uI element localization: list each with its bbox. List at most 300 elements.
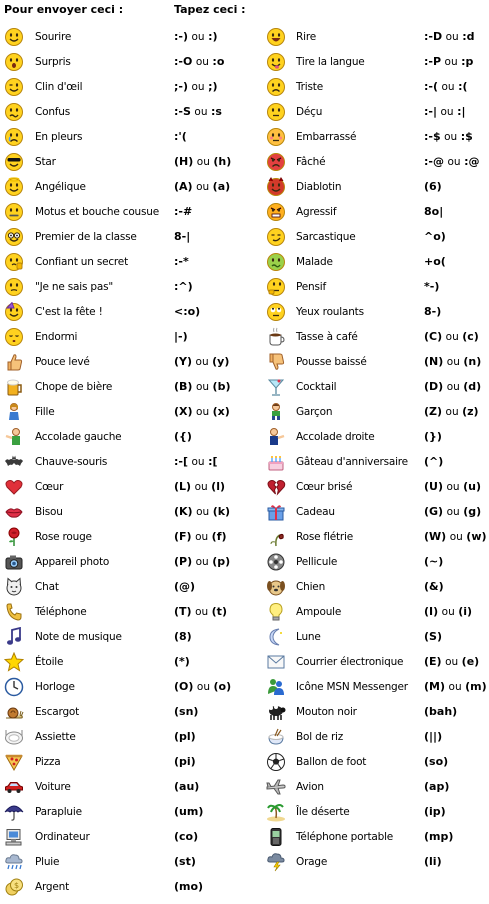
emoticon-shortcut [174, 305, 200, 318]
emoticon-shortcut [174, 30, 218, 43]
birthday-cake-icon [266, 452, 286, 472]
emoticon-shortcut [424, 605, 472, 618]
emoticon-shortcut [424, 630, 442, 643]
or-separator: ou [196, 681, 210, 693]
angel-icon [4, 177, 24, 197]
shortcut-code: (M) [424, 680, 446, 693]
rain-cloud-icon [4, 852, 24, 872]
telephone-icon [4, 602, 24, 622]
emoticon-row [0, 300, 489, 325]
left-hug-icon [4, 427, 24, 447]
emoticon-name: Pizza [35, 756, 61, 768]
emoticon-entry-sourire [0, 25, 244, 50]
shortcut-code: :| [457, 105, 466, 118]
emoticon-shortcut [174, 130, 187, 143]
emoticon-name: Téléphone portable [296, 831, 394, 843]
emoticon-row [0, 50, 489, 75]
secret-icon [4, 252, 24, 272]
shortcut-code: :-$ [424, 130, 441, 143]
emoticon-name: Triste [296, 81, 323, 93]
shortcut-code: (pi) [174, 755, 196, 768]
emoticon-shortcut [424, 130, 473, 143]
emoticon-row [0, 350, 489, 375]
emoticon-shortcut [424, 755, 448, 768]
emoticon-row [0, 275, 489, 300]
emoticon-name: Pouce levé [35, 356, 90, 368]
shortcut-code: :[ [208, 455, 218, 468]
shortcut-code: :d [462, 30, 475, 43]
emoticon-entry-chope-de-biere [0, 375, 244, 400]
umbrella-icon [4, 802, 24, 822]
emoticon-entry-premier-de-la-classe [0, 225, 244, 250]
emoticon-shortcut [174, 880, 203, 893]
shortcut-code: :-[ [174, 455, 188, 468]
emoticon-shortcut [174, 805, 203, 818]
emoticon-shortcut [174, 780, 199, 793]
emoticon-entry-c-est-la-fete [0, 300, 244, 325]
emoticon-entry-icone-msn-messenger [263, 675, 489, 700]
or-separator: ou [191, 456, 205, 468]
shortcut-code: (x) [212, 405, 230, 418]
emoticon-row [0, 550, 489, 575]
shortcut-code: (a) [212, 180, 231, 193]
laugh-icon [266, 27, 286, 47]
shortcut-code: (*) [174, 655, 190, 668]
emoticon-row [0, 850, 489, 875]
emoticon-shortcut [424, 30, 474, 43]
emoticon-row [0, 800, 489, 825]
emoticon-shortcut [174, 480, 225, 493]
emoticon-row [0, 775, 489, 800]
computer-icon [4, 827, 24, 847]
emoticon-entry-avion [263, 775, 489, 800]
emoticon-shortcut [174, 280, 193, 293]
emoticon-shortcut [424, 305, 441, 318]
emoticon-name: Chope de bière [35, 381, 113, 393]
emoticon-entry-pellicule [263, 550, 489, 575]
or-separator: ou [196, 181, 210, 193]
emoticon-entry-yeux-roulants [263, 300, 489, 325]
emoticon-entry-embarrasse [263, 125, 489, 150]
shortcut-code: :s [210, 105, 222, 118]
emoticon-row [0, 500, 489, 525]
emoticon-shortcut [424, 230, 446, 243]
or-separator: ou [446, 356, 460, 368]
shortcut-code: 8o| [424, 205, 444, 218]
emoticon-shortcut [424, 705, 457, 718]
shortcut-code: 8-| [174, 230, 191, 243]
shortcut-code: 8-) [424, 305, 442, 318]
clock-icon [4, 677, 24, 697]
emoticon-shortcut [174, 380, 230, 393]
shortcut-code: (pl) [174, 730, 196, 743]
shortcut-code: (U) [424, 480, 443, 493]
shortcut-code: (O) [174, 680, 194, 693]
or-separator: ou [194, 106, 208, 118]
shortcut-code: (co) [174, 830, 199, 843]
shortcut-code: ;-) [174, 80, 188, 93]
emoticon-shortcut [174, 255, 189, 268]
shortcut-code: (G) [424, 505, 444, 518]
emoticon-name: Surpris [35, 56, 71, 68]
dog-icon [266, 577, 286, 597]
shortcut-code: (m) [465, 680, 487, 693]
emoticon-entry-cadeau [263, 500, 489, 525]
cocktail-icon [266, 377, 286, 397]
or-separator: ou [195, 356, 209, 368]
emoticon-name: Rose rouge [35, 531, 92, 543]
emoticon-name: Cœur [35, 481, 64, 493]
emoticon-shortcut [174, 705, 198, 718]
or-separator: ou [444, 131, 458, 143]
emoticon-row [0, 250, 489, 275]
shortcut-code: (f) [211, 530, 227, 543]
or-separator: ou [196, 156, 210, 168]
emoticon-name: Pellicule [296, 556, 338, 568]
emoticon-shortcut [424, 430, 442, 443]
airplane-icon [266, 777, 286, 797]
shortcut-code: (N) [424, 355, 444, 368]
emoticon-name: Star [35, 156, 56, 168]
emoticon-entry-confiant-un-secret [0, 250, 244, 275]
heart-icon [4, 477, 24, 497]
shortcut-code: (Z) [424, 405, 443, 418]
emoticon-shortcut [424, 80, 468, 93]
emoticon-shortcut [424, 155, 479, 168]
emoticon-name: Île déserte [296, 806, 350, 818]
emoticon-name: Chat [35, 581, 59, 593]
emoticon-entry-gateau-d-anniversaire [263, 450, 489, 475]
thumbs-up-icon [4, 352, 24, 372]
girl-icon [4, 402, 24, 422]
emoticon-name: Clin d'œil [35, 81, 83, 93]
shortcut-code: (||) [424, 730, 443, 743]
or-separator: ou [194, 481, 208, 493]
emoticon-name: En pleurs [35, 131, 83, 143]
aggressive-icon [266, 202, 286, 222]
wink-icon [4, 77, 24, 97]
emoticon-row [0, 725, 489, 750]
shortcut-code: (li) [424, 855, 442, 868]
emoticon-row [0, 225, 489, 250]
emoticon-name: Ordinateur [35, 831, 90, 843]
emoticon-name: Cocktail [296, 381, 337, 393]
shortcut-code: (A) [174, 180, 193, 193]
emoticon-entry-escargot [0, 700, 244, 725]
or-separator: ou [195, 56, 209, 68]
emoticon-name: Bol de riz [296, 731, 344, 743]
shortcut-code: (~) [424, 555, 444, 568]
shortcut-code: (t) [211, 605, 227, 618]
emoticon-row [0, 525, 489, 550]
or-separator: ou [195, 381, 210, 393]
thinking-icon [266, 277, 286, 297]
emoticon-shortcut [424, 205, 443, 218]
emoticon-entry-tasse-a-cafe [263, 325, 489, 350]
emoticon-name: Assiette [35, 731, 76, 743]
emoticon-shortcut [174, 105, 222, 118]
shortcut-code: :-@ [424, 155, 444, 168]
shortcut-code: (st) [174, 855, 196, 868]
emoticon-entry-telephone [0, 600, 244, 625]
shortcut-code: (I) [424, 605, 439, 618]
shortcut-code: ;) [208, 80, 218, 93]
emoticon-shortcut [174, 755, 196, 768]
emoticon-entry-coeur [0, 475, 244, 500]
emoticon-name: Diablotin [296, 181, 342, 193]
emoticon-entry-assiette [0, 725, 244, 750]
emoticon-shortcut [424, 830, 453, 843]
shortcut-code: :-| [424, 105, 437, 118]
emoticon-name: Confus [35, 106, 71, 118]
emoticon-entry-note-de-musique [0, 625, 244, 650]
emoticon-entry-pizza [0, 750, 244, 775]
emoticon-shortcut [174, 230, 190, 243]
dont-know-icon [4, 277, 24, 297]
red-rose-icon [4, 527, 24, 547]
shortcut-code: (g) [463, 505, 482, 518]
emoticon-shortcut [174, 180, 230, 193]
shortcut-code: (@) [174, 580, 196, 593]
emoticon-shortcut [424, 480, 481, 493]
shortcut-code: |-) [174, 330, 188, 343]
shortcut-code: (p) [212, 555, 231, 568]
shortcut-code: (F) [174, 530, 192, 543]
shortcut-code: (d) [463, 380, 482, 393]
emoticon-entry-accolade-droite [263, 425, 489, 450]
emoticon-shortcut [424, 455, 443, 468]
shortcut-code: (h) [213, 155, 232, 168]
emoticon-entry-je-ne-sais-pas [0, 275, 244, 300]
emoticon-shortcut [174, 530, 227, 543]
emoticon-entry-chat [0, 575, 244, 600]
or-separator: ou [447, 156, 461, 168]
pizza-icon [4, 752, 24, 772]
shortcut-code: :-* [174, 255, 189, 268]
emoticon-entry-rose-fletrie [263, 525, 489, 550]
emoticon-shortcut [174, 455, 218, 468]
emoticon-shortcut [174, 55, 224, 68]
emoticon-row [0, 325, 489, 350]
shortcut-code: :) [208, 30, 218, 43]
music-note-icon [4, 627, 24, 647]
emoticon-shortcut [424, 405, 479, 418]
shortcut-code: (S) [424, 630, 442, 643]
emoticon-shortcut [174, 605, 227, 618]
emoticon-entry-ballon-de-foot [263, 750, 489, 775]
emoticon-row [0, 25, 489, 50]
emoticon-shortcut [174, 505, 230, 518]
emoticon-name: Tasse à café [296, 331, 358, 343]
emoticon-name: Chien [296, 581, 326, 593]
emoticon-entry-angelique [0, 175, 244, 200]
crying-icon [4, 127, 24, 147]
emoticon-shortcut [174, 555, 230, 568]
beer-mug-icon [4, 377, 24, 397]
shortcut-code: :-S [174, 105, 191, 118]
shortcut-code: (au) [174, 780, 200, 793]
gift-icon [266, 502, 286, 522]
emoticon-name: Angélique [35, 181, 86, 193]
emoticon-row [0, 825, 489, 850]
sunglasses-icon [4, 152, 24, 172]
or-separator: ou [441, 606, 455, 618]
emoticon-name: Pousse baissé [296, 356, 367, 368]
emoticon-entry-malade [263, 250, 489, 275]
soccer-ball-icon [266, 752, 286, 772]
devil-icon [266, 177, 286, 197]
emoticon-entry-en-pleurs [0, 125, 244, 150]
emoticon-name: Horloge [35, 681, 75, 693]
confused-icon [4, 102, 24, 122]
emoticon-name: Argent [35, 881, 70, 893]
emoticon-entry-rose-rouge [0, 525, 244, 550]
emoticon-name: Sourire [35, 31, 72, 43]
emoticon-name: Orage [296, 856, 328, 868]
emoticon-shortcut [174, 630, 192, 643]
emoticon-row [0, 875, 489, 900]
emoticon-name: Escargot [35, 706, 80, 718]
party-icon [4, 302, 24, 322]
emoticon-entry-appareil-photo [0, 550, 244, 575]
or-separator: ou [196, 406, 210, 418]
emoticon-name: Pensif [296, 281, 326, 293]
shortcut-code: (&) [424, 580, 444, 593]
smile-icon [4, 27, 24, 47]
emoticon-name: C'est la fête ! [35, 306, 103, 318]
snail-icon [4, 702, 24, 722]
emoticon-entry-horloge [0, 675, 244, 700]
shortcut-code: (B) [174, 380, 193, 393]
sleepy-icon [4, 327, 24, 347]
or-separator: ou [445, 31, 459, 43]
emoticon-row [0, 425, 489, 450]
emoticon-entry-pensif [263, 275, 489, 300]
emoticon-shortcut [174, 580, 195, 593]
shortcut-code: (C) [424, 330, 443, 343]
emoticon-name: Gâteau d'anniversaire [296, 456, 408, 468]
shortcut-code: (W) [424, 530, 447, 543]
emoticon-entry-tire-la-langue [263, 50, 489, 75]
emoticon-name: "Je ne sais pas" [35, 281, 114, 293]
emoticon-entry-accolade-gauche [0, 425, 244, 450]
emoticon-row [0, 700, 489, 725]
or-separator: ou [195, 606, 209, 618]
email-icon [266, 652, 286, 672]
shortcut-code: (mo) [174, 880, 204, 893]
zipped-mouth-icon [4, 202, 24, 222]
shortcut-code: (w) [466, 530, 487, 543]
shortcut-code: (u) [463, 480, 481, 493]
emoticon-name: Premier de la classe [35, 231, 137, 243]
angry-icon [266, 152, 286, 172]
shortcut-code: (n) [463, 355, 482, 368]
emoticon-shortcut [174, 855, 196, 868]
emoticon-entry-pouce-leve [0, 350, 244, 375]
emoticon-shortcut [424, 580, 444, 593]
shortcut-code: :-P [424, 55, 442, 68]
emoticon-shortcut [424, 380, 481, 393]
shortcut-code: (ap) [424, 780, 450, 793]
film-reel-icon [266, 552, 286, 572]
emoticon-entry-coeur-brise [263, 475, 489, 500]
emoticon-name: Rire [296, 31, 316, 43]
emoticon-entry-courrier-electronique [263, 650, 489, 675]
emoticon-entry-chauve-souris [0, 450, 244, 475]
shortcut-code: :'( [174, 130, 187, 143]
shortcut-code: (bah) [424, 705, 458, 718]
shortcut-code: :-# [174, 205, 193, 218]
emoticon-entry-confus [0, 100, 244, 125]
sad-icon [266, 77, 286, 97]
light-bulb-icon [266, 602, 286, 622]
emoticon-name: Sarcastique [296, 231, 356, 243]
or-separator: ou [445, 331, 459, 343]
camera-icon [4, 552, 24, 572]
emoticon-row [0, 675, 489, 700]
emoticon-shortcut [174, 730, 196, 743]
shortcut-code: (}) [424, 430, 442, 443]
emoticon-name: Accolade gauche [35, 431, 122, 443]
shortcut-code: (k) [212, 505, 231, 518]
star-icon [4, 652, 24, 672]
emoticon-name: Yeux roulants [296, 306, 364, 318]
emoticon-entry-bol-de-riz [263, 725, 489, 750]
emoticon-shortcut [174, 355, 229, 368]
surprised-icon [4, 52, 24, 72]
or-separator: ou [445, 656, 459, 668]
emoticon-name: Malade [296, 256, 333, 268]
emoticon-entry-decu [263, 100, 489, 125]
emoticon-entry-ordinateur [0, 825, 244, 850]
shortcut-code: (b) [212, 380, 231, 393]
shortcut-code: *-) [424, 280, 440, 293]
emoticon-row [0, 575, 489, 600]
emoticon-entry-parapluie [0, 800, 244, 825]
emoticon-name: Bisou [35, 506, 63, 518]
shortcut-code: :$ [460, 130, 473, 143]
emoticon-shortcut [174, 830, 198, 843]
emoticon-name: Avion [296, 781, 324, 793]
shortcut-code: (o) [213, 680, 232, 693]
emoticon-row [0, 175, 489, 200]
msn-messenger-icon [266, 677, 286, 697]
shortcut-code: :-O [174, 55, 193, 68]
emoticon-entry-sarcastique [263, 225, 489, 250]
emoticon-entry-clin-d-oeil [0, 75, 244, 100]
emoticon-name: Garçon [296, 406, 333, 418]
emoticon-entry-motus-et-bouche-cousue [0, 200, 244, 225]
or-separator: ou [196, 506, 210, 518]
emoticon-name: Cœur brisé [296, 481, 353, 493]
moon-icon [266, 627, 286, 647]
emoticon-name: Icône MSN Messenger [296, 681, 408, 693]
cat-icon [4, 577, 24, 597]
emoticon-entry-diablotin [263, 175, 489, 200]
emoticon-row [0, 400, 489, 425]
shortcut-code: ^o) [424, 230, 446, 243]
shortcut-code: :p [461, 55, 474, 68]
emoticon-shortcut [174, 405, 230, 418]
emoticon-name: Ampoule [296, 606, 342, 618]
shortcut-code: (H) [174, 155, 194, 168]
shortcut-code: (X) [174, 405, 193, 418]
emoticon-row [0, 150, 489, 175]
emoticon-shortcut [174, 430, 192, 443]
shortcut-code: (ip) [424, 805, 446, 818]
emoticon-name: Confiant un secret [35, 256, 128, 268]
shortcut-code: (sn) [174, 705, 199, 718]
